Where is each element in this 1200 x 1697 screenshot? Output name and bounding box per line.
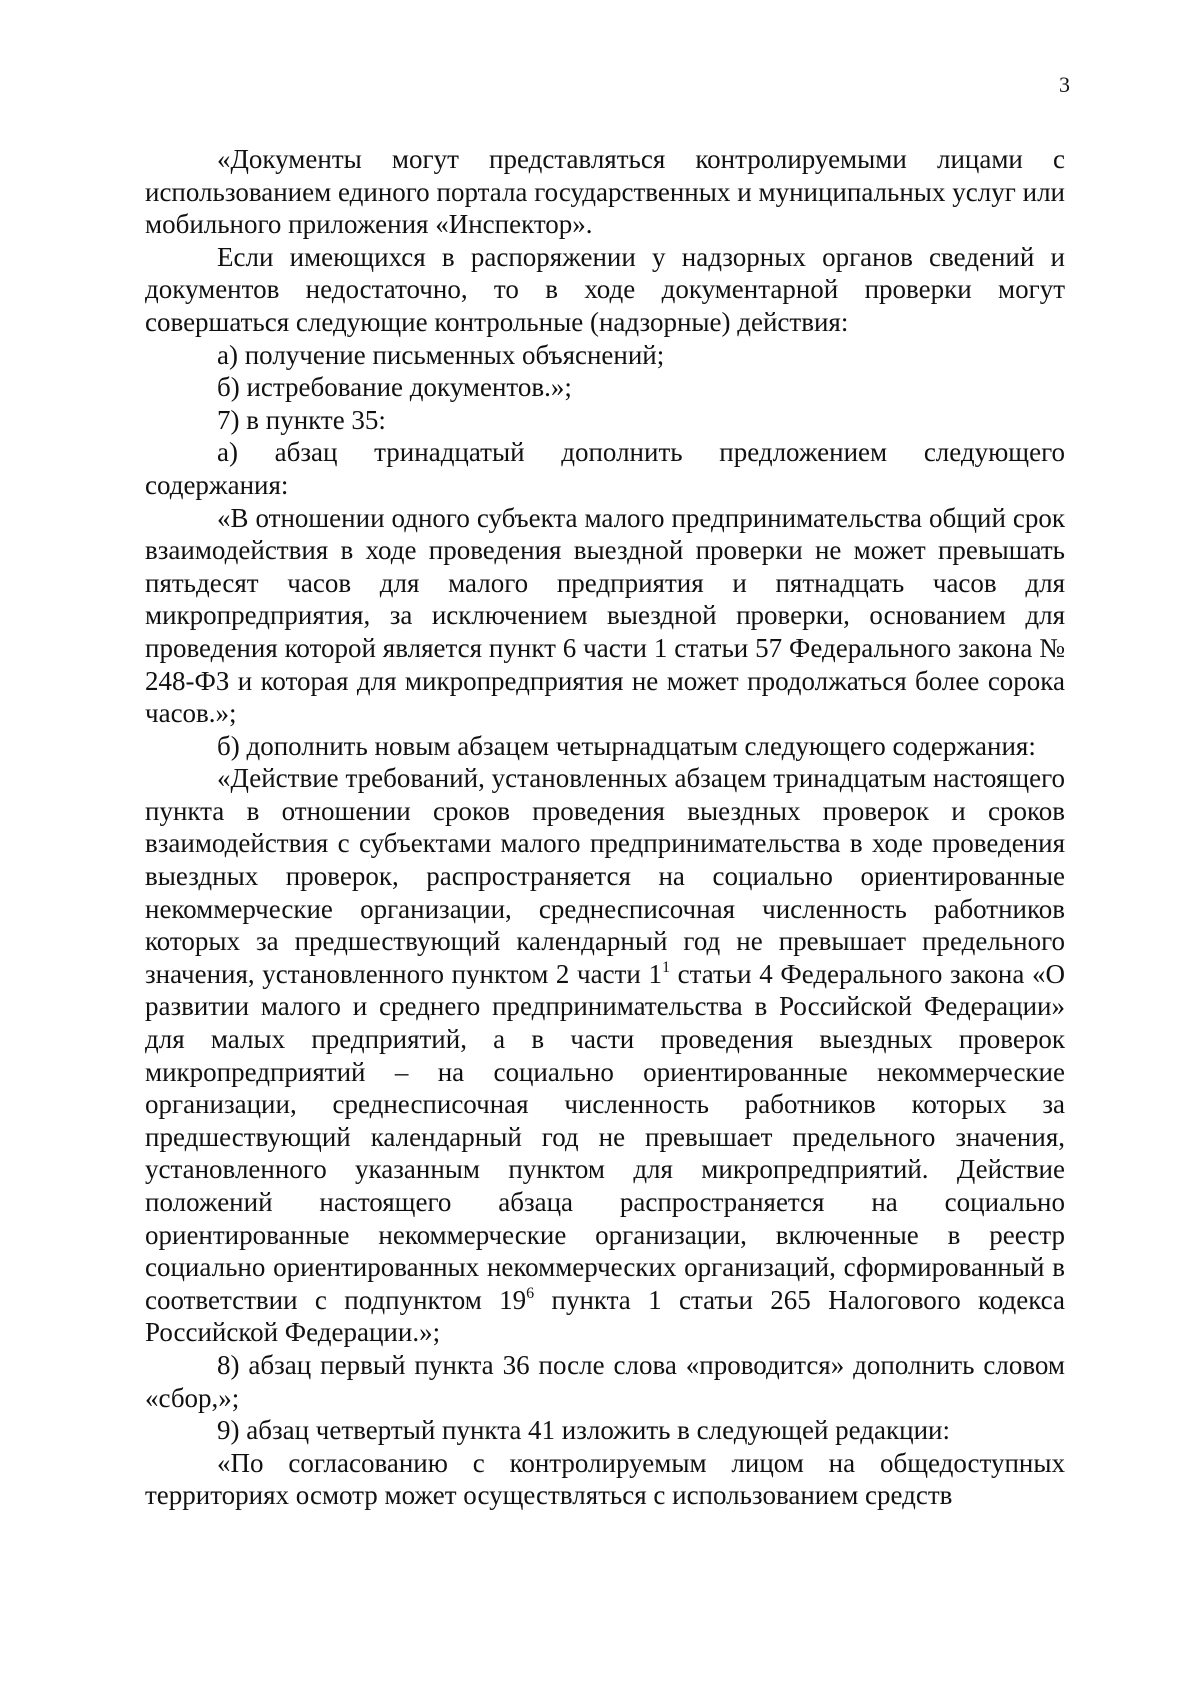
paragraph: б) дополнить новым абзацем четырнадцатым следующего содержания: [217, 730, 1036, 761]
paragraph [145, 762, 1065, 1349]
paragraph: «Документы могут представляться контролируемыми лицами с использованием единого портала государственных и муниципальных услуг или мобильного приложения «Инспектор». [145, 144, 1065, 240]
paragraph: «По согласованию с контролируемым лицом на общедоступных территориях осмотр может осуществляться с использованием средств [145, 1447, 1065, 1511]
paragraph: б) истребование документов.»; [217, 372, 572, 403]
paragraph: 7) в пункте 35: [217, 404, 386, 435]
paragraph: Если имеющихся в распоряжении у надзорных органов сведений и документов недостаточно, то в ходе документарной проверки могут совершаться следующие контрольные (надзорные) действия: [145, 241, 1065, 337]
paragraph: а) абзац тринадцатый дополнить предложением следующего содержания: [145, 437, 1065, 500]
paragraph: 8) абзац первый пункта 36 после слова «проводится» дополнить словом «сбор,»; [145, 1349, 1065, 1413]
paragraph-text: пункта 1 статьи 265 Налогового кодекса Российской Федерации.»; [145, 1284, 1065, 1348]
page-number: 3 [1059, 72, 1070, 97]
paragraph-text: «Действие требований, установленных абзацем тринадцатым настоящего пункта в отношении сроков проведения выездных проверок и сроков взаимодействия с субъектами малого предпринимательства в ходе проведения выездных проверок, распространяется на социально ориентированные некоммерческие организации, среднесписочная численность работников которых за предшествующий календарный год не превышает предельного значения, установленного пунктом 2 части 1 [145, 763, 1065, 989]
paragraph: «В отношении одного субъекта малого предпринимательства общий срок взаимодействия в ходе проведения выездной проверки не может превышать пятьдесят часов для малого предприятия и пятнадцать часов для микропредприятия, за исключением выездной проверки, основанием для проведения которой является пункт 6 части 1 статьи 57 Федерального закона № 248-ФЗ и которая для микропредприятия не может продолжаться более сорока часов.»; [145, 502, 1065, 729]
document-body [145, 143, 1065, 1512]
superscript: 1 [662, 958, 670, 976]
superscript: 6 [526, 1284, 535, 1302]
paragraph: а) получение письменных объяснений; [217, 339, 665, 370]
paragraph-text: статьи 4 Федерального закона «О развитии малого и среднего предпринимательства в Российской Федерации» для малых предприятий, а в части проведения выездных проверок микропредприятий – на социально ориентированные некоммерческие организации, среднесписочная численность работников которых за предшествующий календарный год не превышает предельного значения, установленного указанным пунктом для микропредприятий. Действие положений настоящего абзаца распространяется на социально ориентированные некоммерческие организации, включенные в реестр социально ориентированных некоммерческих организаций, сформированный в соответствии с подпунктом 19 [145, 958, 1065, 1315]
paragraph: 9) абзац четвертый пункта 41 изложить в следующей редакции: [217, 1415, 950, 1446]
